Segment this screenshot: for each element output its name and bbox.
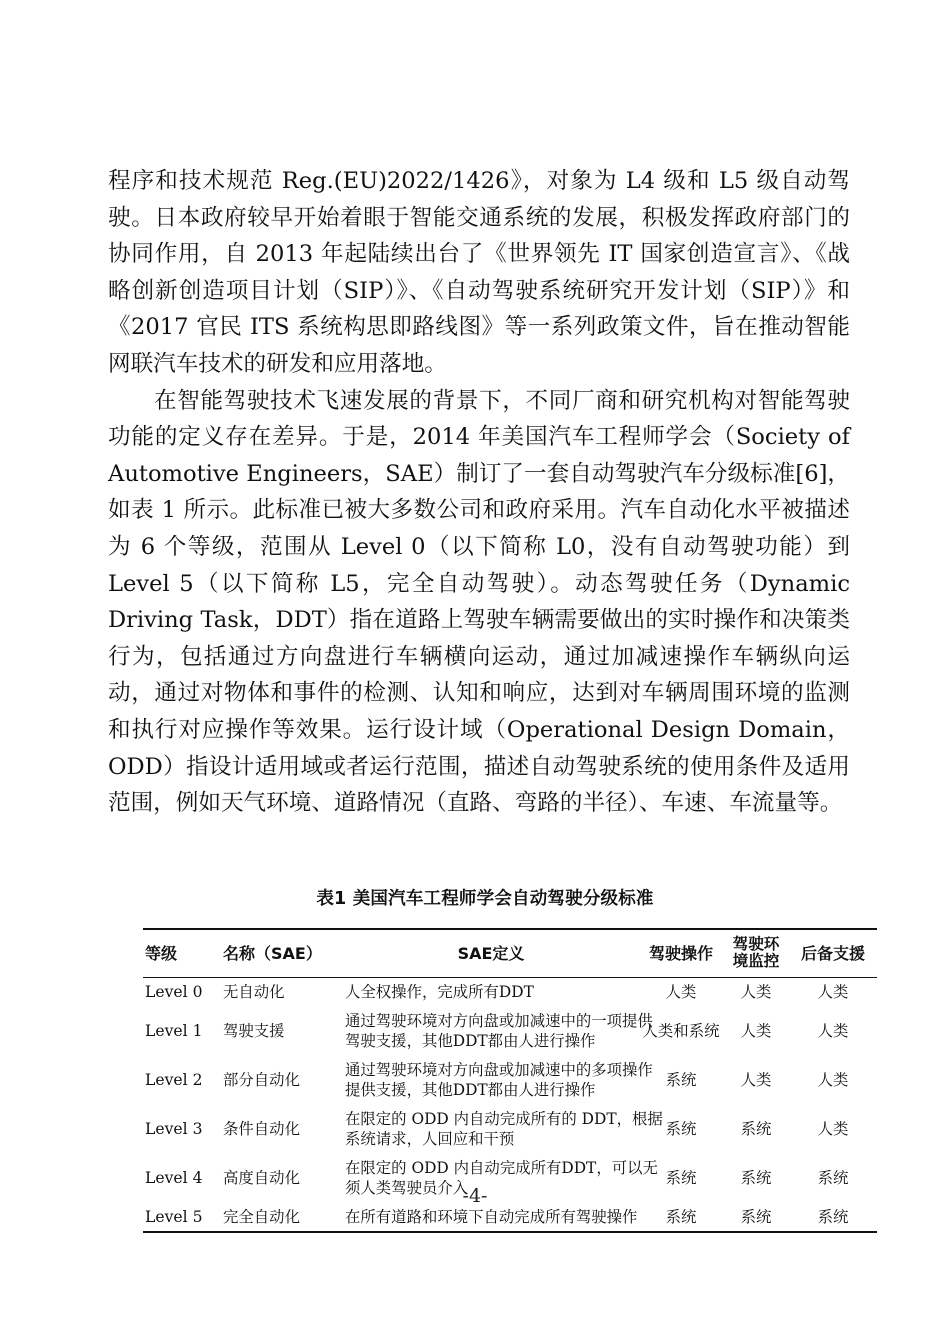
table-caption: 表1 美国汽车工程师学会自动驾驶分级标准 [316, 889, 654, 909]
cell-name: 无自动化 [223, 983, 285, 1001]
cell-definition [337, 1056, 653, 1105]
cell-environment-monitoring: 系统 [740, 1207, 772, 1226]
cell-driving-operation: 系统 [665, 1119, 697, 1138]
table-header-row [143, 929, 877, 978]
header-level: 等级 [145, 943, 178, 963]
definition-line: 驾驶支援，其他DDT都由人进行操作 [345, 1032, 596, 1050]
cell-definition [337, 1007, 653, 1056]
body-text-area [108, 163, 850, 822]
definition-line: 在限定的 ODD 内自动完成所有的 DDT，根据 [345, 1109, 663, 1128]
cell-definition [337, 1105, 663, 1154]
cell-environment-monitoring: 系统 [740, 1119, 772, 1138]
definition-line: 须人类驾驶员介入 [345, 1179, 469, 1197]
cell-fallback-support: 人类 [817, 1119, 849, 1138]
definition-line: 系统请求，人回应和干预 [345, 1130, 515, 1148]
table-row [143, 1056, 877, 1105]
table-row [143, 978, 877, 1007]
cell-environment-monitoring: 系统 [740, 1168, 772, 1187]
cell-fallback-support: 人类 [817, 983, 849, 1001]
definition-line: 通过驾驶环境对方向盘或加减速中的多项操作 [345, 1060, 653, 1079]
header-environment-monitoring [723, 929, 789, 978]
cell-name: 高度自动化 [223, 1168, 300, 1187]
cell-level: Level 5 [145, 1207, 203, 1226]
cell-driving-operation: 系统 [665, 1168, 697, 1187]
definition-line: 提供支援，其他DDT都由人进行操作 [345, 1081, 596, 1099]
cell-name: 条件自动化 [223, 1119, 300, 1138]
cell-driving-operation: 人类 [665, 983, 697, 1001]
cell-fallback-support: 系统 [817, 1207, 849, 1226]
cell-environment-monitoring: 人类 [740, 983, 772, 1001]
header-driving-operation: 驾驶操作 [648, 943, 713, 963]
header-name: 名称（SAE） [223, 943, 322, 963]
cell-driving-operation: 系统 [665, 1070, 697, 1089]
cell-name: 驾驶支援 [223, 1021, 285, 1040]
cell-environment-monitoring: 人类 [740, 1070, 772, 1089]
cell-driving-operation: 人类和系统 [642, 1021, 720, 1040]
header-environment-monitoring-line2: 境监控 [732, 952, 780, 970]
header-environment-monitoring-line1: 驾驶环 [732, 935, 780, 953]
cell-fallback-support: 系统 [817, 1168, 849, 1187]
header-definition: SAE定义 [457, 943, 525, 963]
cell-level: Level 1 [145, 1021, 203, 1040]
definition-line: 在所有道路和环境下自动完成所有驾驶操作 [345, 1207, 638, 1226]
cell-fallback-support: 人类 [817, 1070, 849, 1089]
cell-name: 完全自动化 [223, 1207, 300, 1226]
paragraph-2: 在智能驾驶技术飞速发展的背景下，不同厂商和研究机构对智能驾驶功能的定义存在差异。于是，2014 年美国汽车工程师学会（Society of Automotive Engineers，SAE）制订了一套自动驾驶汽车分级标准[6]，如表 1 所示。此标准已被大多数公司和政府采用。汽车自动化水平被描述为 6 个等级，范围从 Level 0（以下简称 L0，没有自动驾驶功能）到 Level 5（以下简称 L5，完全自动驾驶）。动态驾驶任务（Dynamic Driving Task，DDT）指在道路上驾驶车辆需要做出的实时操作和决策类行为，包括通过方向盘进行车辆横向运动，通过加减速操作车辆纵向运动，通过对物体和事件的检测、认知和响应，达到对车辆周围环境的监测和执行对应操作等效果。运行设计域（Operational Design Domain，ODD）指设计适用域或者运行范围，描述自动驾驶系统的使用条件及适用范围，例如天气环境、道路情况（直路、弯路的半径）、车速、车流量等。 [108, 387, 850, 817]
table-row [143, 1007, 877, 1056]
cell-definition [337, 978, 639, 1007]
header-fallback-support: 后备支援 [800, 943, 865, 963]
cell-fallback-support: 人类 [817, 1021, 849, 1040]
cell-level: Level 0 [145, 983, 203, 1001]
page-number: -4- [462, 1185, 488, 1207]
definition-line: 人全权操作，完成所有DDT [345, 983, 534, 1001]
cell-environment-monitoring: 人类 [740, 1021, 772, 1040]
cell-level: Level 3 [145, 1119, 203, 1138]
paragraph-1: 程序和技术规范 Reg.(EU)2022/1426》，对象为 L4 级和 L5 级自动驾驶。日本政府较早开始着眼于智能交通系统的发展，积极发挥政府部门的协同作用，自 2013 年起陆续出台了《世界领先 IT 国家创造宣言》、《战略创新创造项目计划（SIP）》、《自动驾驶系统研究开发计划（SIP）》和《2017 官民 ITS 系统构思即路线图》等一系列政策文件，旨在推动智能网联汽车技术的研发和应用落地。 [108, 168, 850, 377]
definition-line: 在限定的 ODD 内自动完成所有DDT，可以无 [345, 1158, 658, 1177]
table-head [143, 929, 877, 978]
table-row [143, 1105, 877, 1154]
cell-level: Level 4 [145, 1168, 203, 1187]
cell-driving-operation: 系统 [665, 1207, 697, 1226]
definition-line: 通过驾驶环境对方向盘或加减速中的一项提供 [345, 1011, 653, 1030]
cell-name: 部分自动化 [223, 1070, 300, 1089]
cell-level: Level 2 [145, 1070, 203, 1089]
